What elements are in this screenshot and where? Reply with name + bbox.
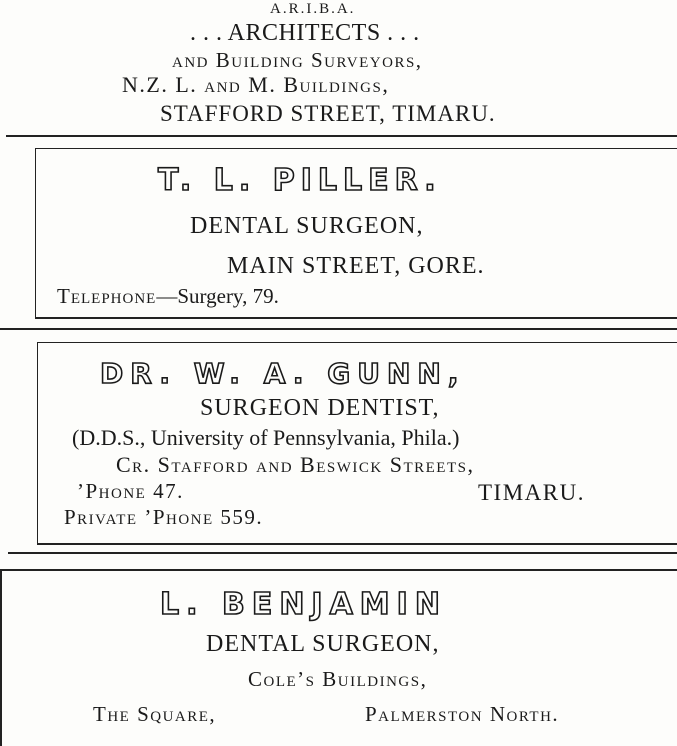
- buildings-line: N.Z. L. and M. Buildings,: [122, 72, 390, 97]
- telephone-label: Telephone: [57, 284, 157, 308]
- gunn-title: SURGEON DENTIST,: [200, 395, 440, 421]
- gunn-private-phone: Private ’Phone 559.: [64, 505, 264, 529]
- gunn-address: Cr. Stafford and Beswick Streets,: [116, 452, 475, 477]
- piller-telephone: [57, 286, 279, 307]
- telephone-value: —Surgery, 79.: [156, 284, 279, 308]
- building-surveyors-line: and Building Surveyors,: [172, 48, 423, 72]
- benjamin-name: L. BENJAMIN: [160, 587, 447, 622]
- benjamin-square: The Square,: [93, 702, 217, 726]
- benjamin-building: Cole’s Buildings,: [248, 667, 428, 691]
- divider-rule: [6, 135, 677, 137]
- street-address: STAFFORD STREET, TIMARU.: [160, 101, 496, 126]
- architects-heading: . . . ARCHITECTS . . .: [190, 20, 420, 46]
- gunn-qualification: (D.D.S., University of Pennsylvania, Phila.): [72, 425, 460, 450]
- piller-name: T. L. PILLER.: [158, 163, 442, 198]
- piller-address: MAIN STREET, GORE.: [227, 253, 485, 279]
- benjamin-town: Palmerston North.: [365, 702, 560, 726]
- gunn-phone: ’Phone 47.: [77, 479, 184, 503]
- gunn-town: TIMARU.: [478, 480, 585, 505]
- divider-rule: [8, 552, 677, 554]
- credential-line: A.R.I.B.A.: [270, 1, 356, 17]
- piller-title: DENTAL SURGEON,: [190, 213, 424, 239]
- benjamin-title: DENTAL SURGEON,: [206, 631, 440, 657]
- divider-rule: [0, 328, 677, 330]
- gunn-name: DR. W. A. GUNN,: [100, 357, 466, 390]
